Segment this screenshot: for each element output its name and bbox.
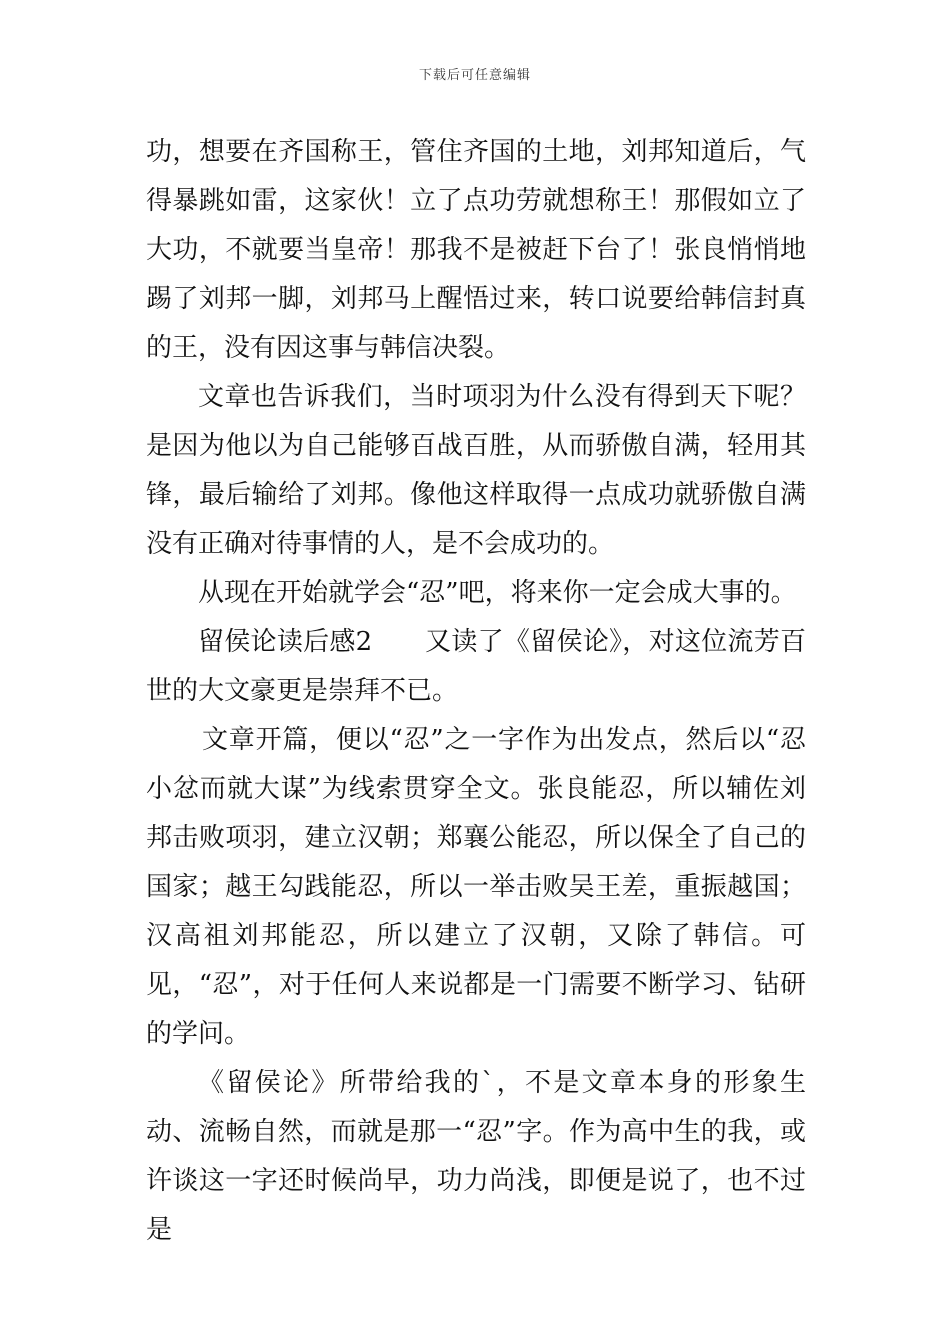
document-body xyxy=(146,128,806,1255)
paragraph-3: 从现在开始就学会“忍”吧，将来你一定会成大事的。 xyxy=(198,578,797,608)
paragraph-2: 文章也告诉我们，当时项羽为什么没有得到天下呢？是因为他以为自己能够百战百胜，从而骄傲自满，轻用其锋，最后输给了刘邦。像他这样取得一点成功就骄傲自满没有正确对待事情的人，是不会成功的。 xyxy=(146,382,806,559)
page-header: 下载后可任意编辑 xyxy=(418,68,531,83)
paragraph-1: 功，想要在齐国称王，管住齐国的土地，刘邦知道后，气得暴跳如雷，这家伙！立了点功劳就想称王！那假如立了大功，不就要当皇帝！那我不是被赶下台了！张良悄悄地踢了刘邦一脚，刘邦马上醒悟过来，转口说要给韩信封真的王，没有因这事与韩信决裂。 xyxy=(146,137,806,363)
paragraph-4: 留侯论读后感2 又读了《留侯论》，对这位流芳百世的大文豪更是崇拜不已。 xyxy=(146,627,806,706)
paragraph-6: 《留侯论》所带给我的`，不是文章本身的形象生动、流畅自然，而就是那一“忍”字。作为高中生的我，或许谈这一字还时候尚早，功力尚浅，即便是说了，也不过是 xyxy=(146,1068,806,1245)
paragraph-5: 文章开篇，便以“忍”之一字作为出发点，然后以“忍小忿而就大谋”为线索贯穿全文。张良能忍，所以辅佐刘邦击败项羽，建立汉朝；郑襄公能忍，所以保全了自己的国家；越王勾践能忍，所以一举击败吴王差，重振越国；汉高祖刘邦能忍，所以建立了汉朝，又除了韩信。可见，“忍”，对于任何人来说都是一门需要不断学习、钻研的学问。 xyxy=(146,725,806,1049)
